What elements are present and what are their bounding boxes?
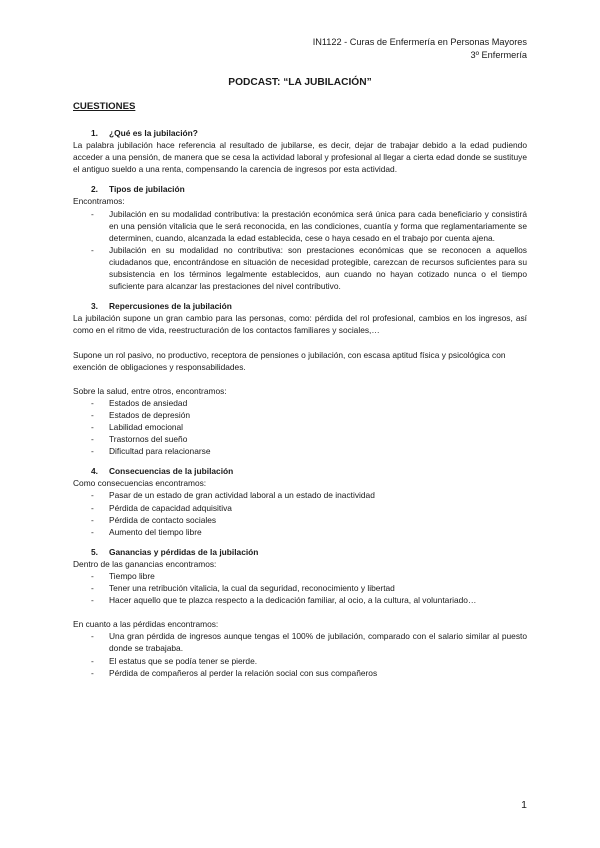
list-item: - Aumento del tiempo libre (73, 526, 527, 538)
section-intro: Encontramos: (73, 196, 125, 207)
section-paragraph: Supone un rol pasivo, no productivo, receptora de pensiones o jubilación, con escasa aptitud física y psicológica con exención de obligaciones y responsabilidades. (73, 349, 506, 372)
section-paragraph: La palabra jubilación hace referencia al resultado de jubilarse, es decir, dejar de trabajar debido a la edad pudiendo acceder a una pensión, de manera que se cesa la actividad laboral y profesional al llegar a cierta edad donde se sustituye el antiguo sueldo a una renta, compensando la carencia de ingresos por esta actividad. (73, 140, 527, 175)
page-number: 1 (521, 799, 527, 811)
document-title: PODCAST: “LA JUBILACIÓN” (228, 77, 372, 88)
section-paragraph: La jubilación supone un gran cambio para las personas, como: pérdida del rol profesional, cambios en los ingresos, así como en el ritmo de vida, reestructuración de los contactos familiares y sociales,… (73, 313, 527, 336)
section-intro: Sobre la salud, entre otros, encontramos: (73, 385, 227, 396)
list-item: - Jubilación en su modalidad contributiva: la prestación económica será única para cada beneficiario y consistirá en una pensión vitalicia que le será reconocida, en las condiciones, cuantía y forma que reglamentariamente se determinen, cuando, alcanzada la edad establecida, cese o haya cesado en el trabajo por cuenta ajena. (73, 208, 527, 244)
list-item: - Una gran pérdida de ingresos aunque tengas el 100% de jubilación, comparado con el salario similar al puesto donde se trabajaba. (73, 630, 527, 654)
list-item: - Tener una retribución vitalicia, la cual da seguridad, reconocimiento y libertad (73, 582, 527, 594)
section-intro: Como consecuencias encontramos: (73, 478, 207, 489)
section-intro: Dentro de las ganancias encontramos: (73, 558, 217, 569)
list-item: - Pérdida de compañeros al perder la relación social con sus compañeros (73, 667, 527, 679)
section-heading: 5. Ganancias y pérdidas de la jubilación (91, 546, 259, 557)
page-header (313, 36, 527, 62)
bullet-list (73, 397, 527, 457)
list-item: - Dificultad para relacionarse (73, 445, 527, 457)
list-item: - Pérdida de capacidad adquisitiva (73, 502, 527, 514)
list-item: - Pérdida de contacto sociales (73, 514, 527, 526)
list-item: - Hacer aquello que te plazca respecto a la dedicación familiar, al ocio, a la cultura, al voluntariado… (73, 594, 527, 606)
bullet-list (73, 208, 527, 293)
section-intro: En cuanto a las pérdidas encontramos: (73, 619, 219, 630)
list-item: - Pasar de un estado de gran actividad laboral a un estado de inactividad (73, 489, 527, 501)
document-body (73, 127, 527, 679)
section-heading: 4. Consecuencias de la jubilación (91, 466, 234, 477)
bullet-list (73, 630, 527, 678)
list-item: - Labilidad emocional (73, 421, 527, 433)
list-item: - El estatus que se podía tener se pierde. (73, 655, 527, 667)
list-item: - Trastornos del sueño (73, 433, 527, 445)
list-item: - Tiempo libre (73, 570, 527, 582)
section-heading: 1. ¿Qué es la jubilación? (91, 128, 198, 138)
course-year: 3º Enfermería (470, 50, 527, 60)
bullet-list (73, 570, 527, 606)
list-item: - Jubilación en su modalidad no contributiva: son prestaciones económicas que se reconocen a aquellos ciudadanos que, encontrándose en situación de necesidad protegible, carezcan de recursos suficientes para su subsistencia en los términos legalmente establecidos, aun cuando no hayan cotizado nunca o el tiempo suficiente para alcanzar las prestaciones del nivel contributivo. (73, 244, 527, 292)
course-name: IN1122 - Curas de Enfermería en Personas Mayores (312, 37, 527, 47)
list-item: - Estados de depresión (73, 409, 527, 421)
section-heading: 3. Repercusiones de la jubilación (91, 301, 232, 312)
list-item: - Estados de ansiedad (73, 397, 527, 409)
cuestiones-heading: CUESTIONES (73, 101, 136, 112)
bullet-list (73, 489, 527, 537)
section-heading: 2. Tipos de jubilación (91, 184, 185, 195)
